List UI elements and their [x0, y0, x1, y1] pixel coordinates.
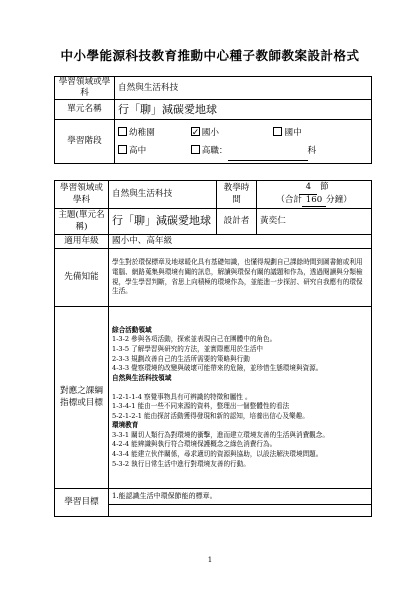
index-line: 4-2-4 能辨識與執行符合環境保護概念之綠色消費行為。	[112, 440, 277, 449]
stage-options	[115, 120, 372, 164]
domain-value-2: 自然與生活科技	[109, 181, 217, 209]
prior-knowledge-value: 學生對於環保標章及地球暖化具有基礎知識，也懂得規劃自己課餘時間到圖書館或利用電腦、網路蒐集與環境有關的訊息，解讀與環保有關的議題和作為，透過閱讀與分類檢視，學生學習判斷，省思上向積極的環境作為，並能進一步探討、研究自我應有的環保生活。	[109, 249, 372, 307]
curriculum-index-label: 對應之課綱指標或目標	[55, 307, 109, 489]
index-line: 2-3-3 規劃改善自己的生活所需要的策略與行動	[112, 354, 250, 363]
unit-name-label: 單元名稱	[55, 100, 115, 120]
checkbox-icon[interactable]	[273, 127, 282, 136]
curriculum-index-value	[109, 307, 372, 489]
index-line: 5-3-2 執行日常生活中進行對環境友善的行動。	[112, 459, 250, 468]
vocational-blank[interactable]	[228, 142, 308, 161]
grade-value: 國小中、高年級	[109, 235, 372, 249]
index-line: 4-3-3 覺察環境的改變與破壞可能帶來的危險，並珍惜生態環境與資源。	[112, 364, 323, 373]
domain-label: 學習領域或學科	[55, 77, 115, 100]
grade-label: 適用年級	[55, 235, 109, 249]
checkbox-icon[interactable]	[191, 145, 200, 154]
prior-knowledge-label: 先備知能	[55, 249, 109, 307]
checkbox-checked-icon[interactable]	[191, 127, 200, 136]
learning-goal-label: 學習目標	[55, 489, 109, 517]
index-section-heading: 自然與生活科技領域	[112, 373, 172, 382]
lesson-plan-table	[54, 180, 372, 517]
index-line: 3-3-1 關切人類行為對環境的衝擊，進而建立環境友善的生活與消費觀念。	[112, 430, 329, 439]
index-line: 1-3-2 參與各項活動，探索並表現自己在團體中的角色。	[112, 335, 277, 344]
topic-value: 行「聊」減碳愛地球	[109, 209, 217, 235]
stage-option-kindergarten[interactable]: 幼稚園	[118, 124, 188, 142]
domain-value: 自然與生活科技	[115, 77, 372, 100]
unit-name-value: 行「聊」減碳愛地球	[115, 100, 372, 120]
session-count: 4	[299, 182, 317, 194]
topic-label: 主題(單元名稱)	[55, 209, 109, 235]
page-title: 中小學能源科技教育推動中心種子教師教案設計格式	[60, 48, 360, 63]
total-minutes: 160	[302, 195, 326, 207]
index-line: 5-2-1-2-1 能由探討活動獲得發現和新的認知，培養出信心及樂趣。	[112, 411, 309, 420]
teaching-time-label: 教學時間	[217, 181, 257, 209]
stage-option-vocational[interactable]: 高職： 科	[191, 142, 316, 161]
checkbox-icon[interactable]	[118, 127, 127, 136]
designer-label: 設計者	[217, 209, 257, 235]
index-line: 1-3-4-1 能由一些不同來源的資料，整理出一個整體性的看法	[112, 402, 290, 411]
teaching-time-value: 4 節 （合計 160 分鐘）	[257, 181, 372, 209]
index-section-heading: 綜合活動領域	[112, 325, 152, 334]
index-line: 1-3-5 了解學習與研究的方法，並實際應用於生活中	[112, 344, 264, 353]
index-section-heading: 環境教育	[112, 421, 139, 430]
header-form-table	[54, 76, 372, 164]
domain-label-2: 學習領域或學科	[55, 181, 109, 209]
learning-goal-value: 1.能認識生活中環保節能的標章。	[109, 489, 372, 505]
stage-option-junior-high[interactable]: 國中	[273, 124, 301, 142]
curriculum-index-list	[112, 326, 368, 469]
stage-option-elementary[interactable]: ✓ 國小	[191, 124, 271, 142]
index-line: 1-2-1-1-4 察覺事物具有可辨識的特徵和屬性 。	[112, 392, 252, 401]
designer-value: 黃奕仁	[257, 209, 372, 235]
learning-goal-blank	[109, 505, 372, 517]
stage-option-senior-high[interactable]: 高中	[118, 142, 188, 160]
stage-label: 學習階段	[55, 120, 115, 164]
page-number: 1	[207, 556, 213, 564]
index-line: 4-3-4 能建立伙伴關係，尋求適切的資源與協助，以設法解決環境問題。	[112, 450, 323, 458]
index-line	[112, 383, 368, 393]
checkbox-icon[interactable]	[118, 145, 127, 154]
